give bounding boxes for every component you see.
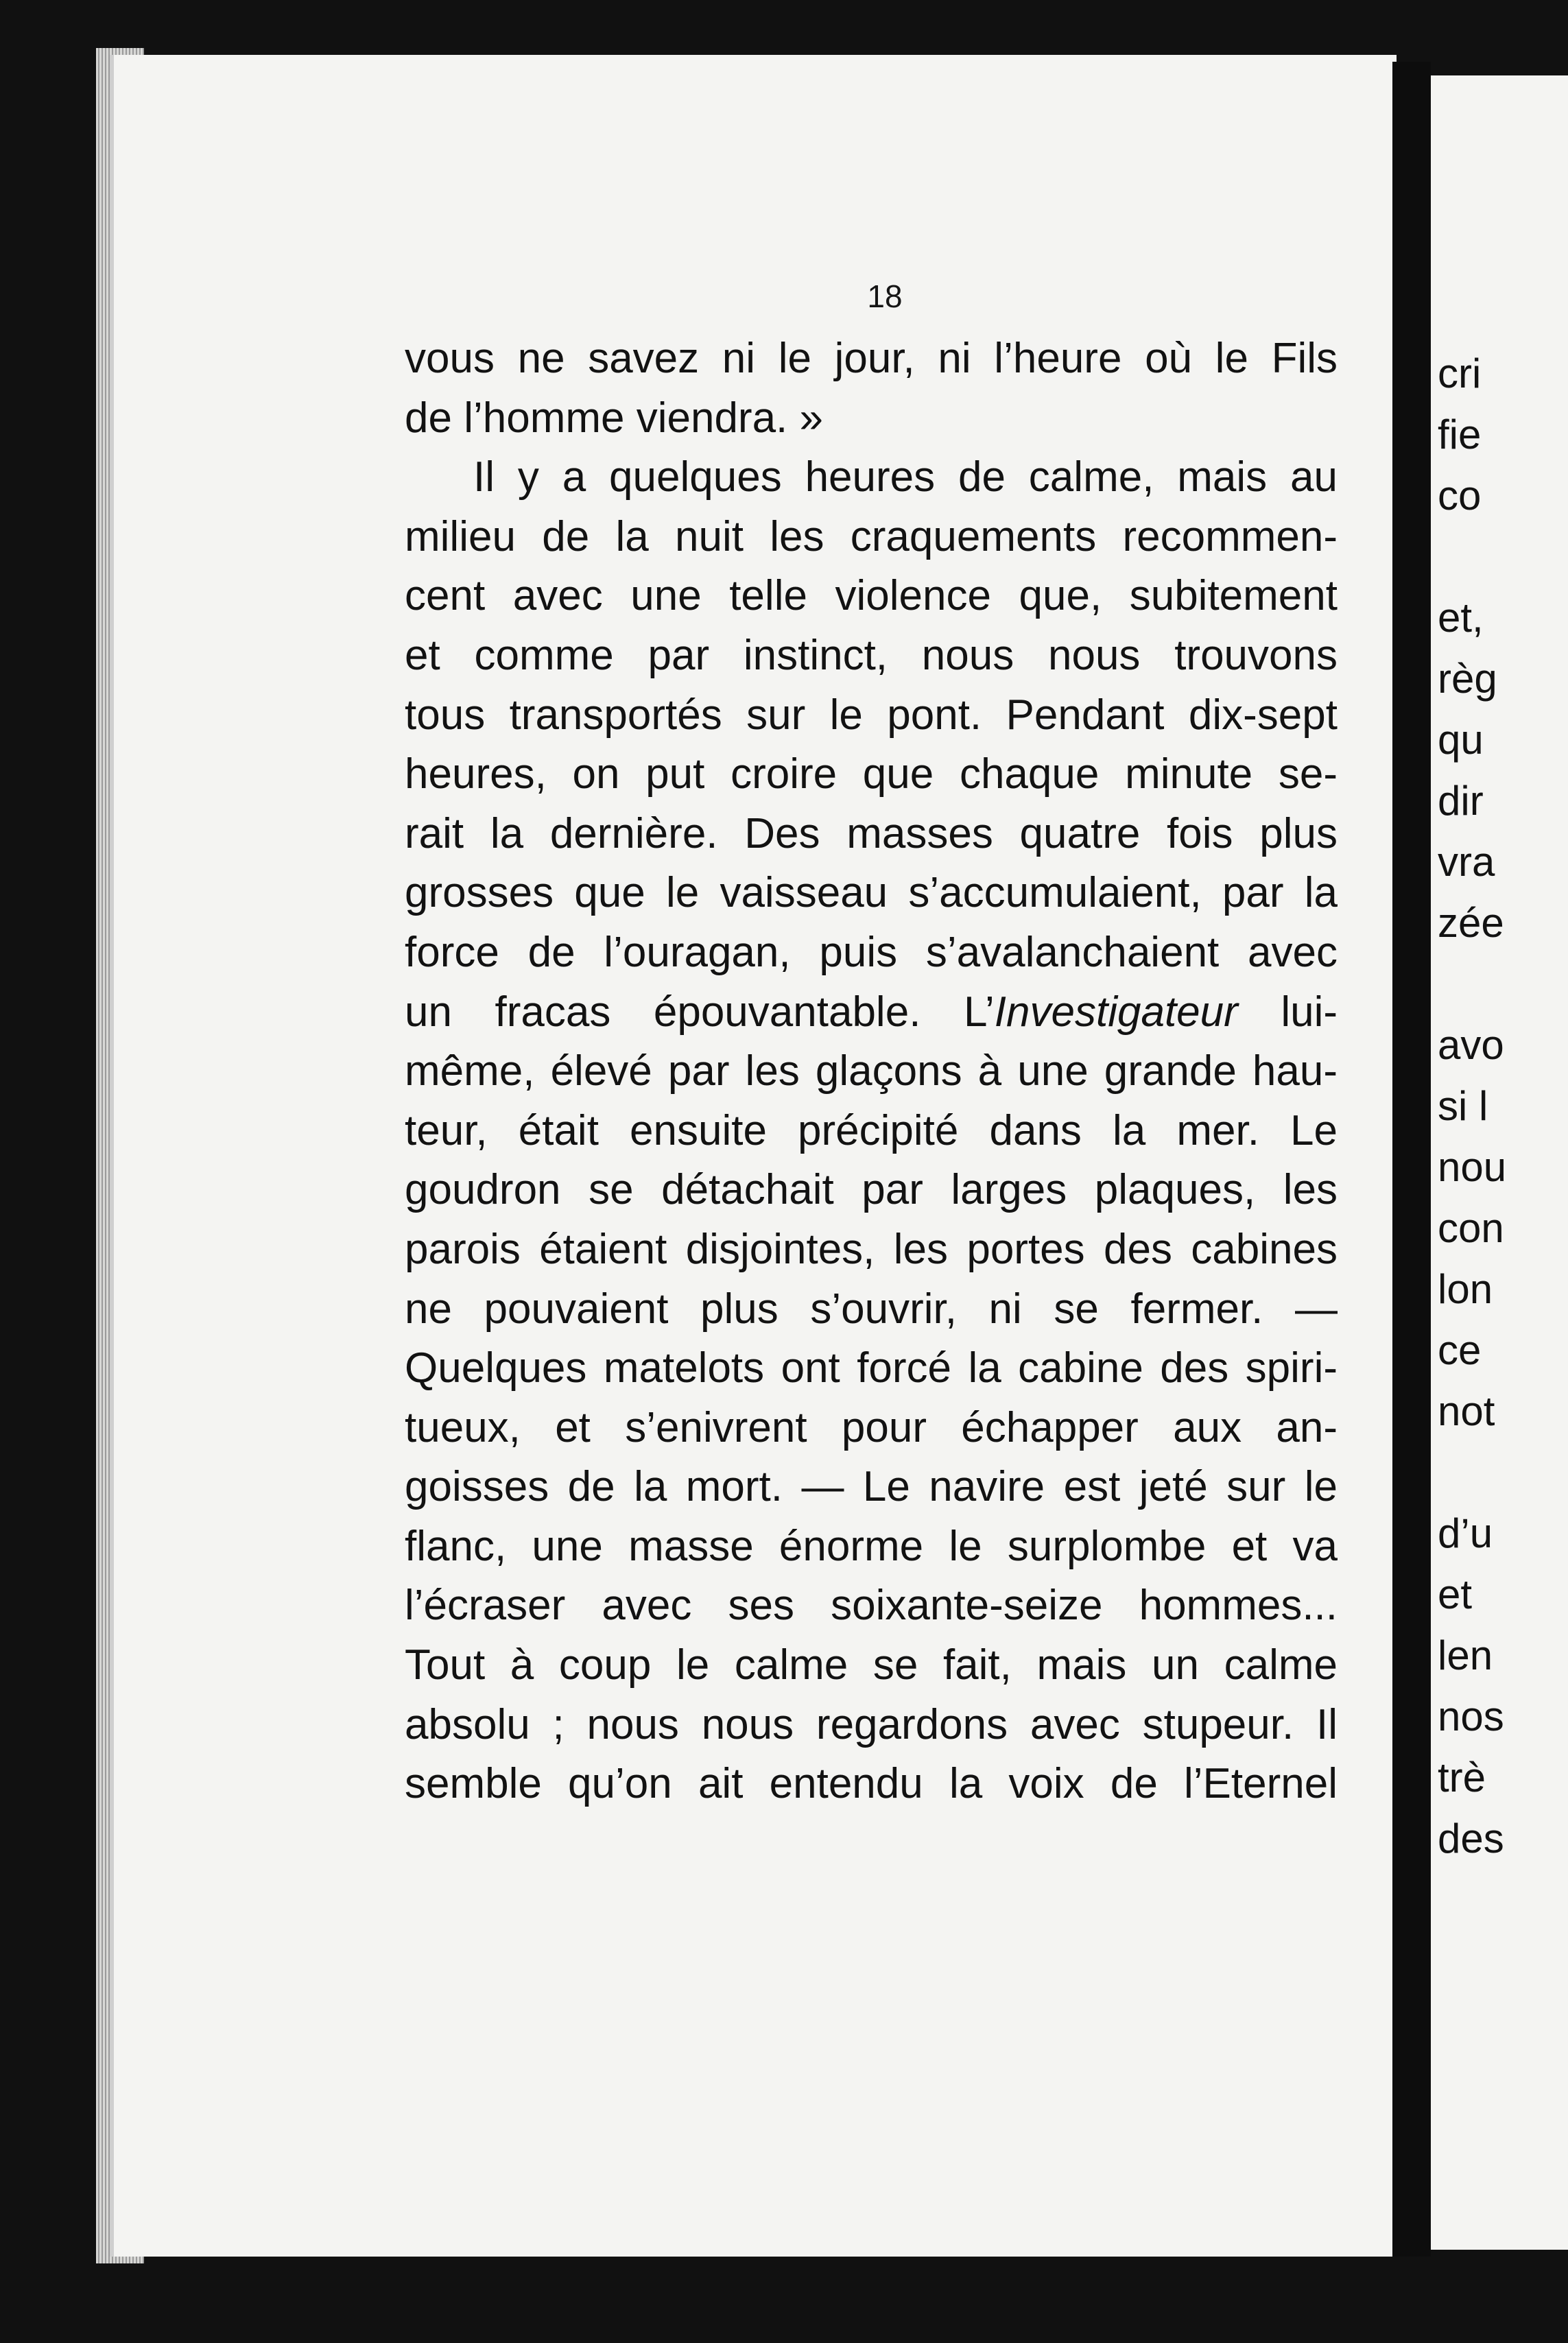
right-page-fragment: d’u (1438, 1510, 1493, 1556)
right-page-fragment: nou (1438, 1144, 1507, 1190)
text-line: rait la dernière. Des masses quatre fois plus (405, 809, 1338, 857)
right-page-fragment (1438, 526, 1568, 587)
text-line: force de l’ouragan, puis s’avalanchaient avec (405, 928, 1338, 976)
text-line: l’écraser avec ses soixante-seize hommes... (405, 1582, 1338, 1630)
right-page-fragment: not (1438, 1388, 1495, 1434)
text-line: ne pouvaient plus s’ouvrir, ni se fermer. — (405, 1285, 1338, 1333)
text-line: Quelques matelots ont forcé la cabine des spiri- (405, 1344, 1338, 1392)
right-page-fragment: si l (1438, 1083, 1488, 1129)
right-page-fragment (1438, 1442, 1568, 1503)
text-line: semble qu’on ait entendu la voix de l’Eternel (405, 1760, 1338, 1808)
right-page-fragment: des (1438, 1816, 1504, 1862)
right-page-fragment: dir (1438, 778, 1484, 824)
text-line: milieu de la nuit les craquements recommen- (405, 512, 1338, 560)
book-gutter (1392, 62, 1431, 2257)
text-line: vous ne savez ni le jour, ni l’heure où le Fils (405, 335, 1338, 382)
text-line: tous transportés sur le pont. Pendant dix-sept (405, 691, 1338, 739)
text-line: et comme par instinct, nous nous trouvons (405, 631, 1338, 679)
right-page-text-fragments (1438, 343, 1568, 1869)
page-body-text (405, 329, 1338, 1814)
right-page-fragment: co (1438, 473, 1482, 519)
text-line: goisses de la mort. — Le navire est jeté sur le (405, 1463, 1338, 1511)
right-page-fragment: vra (1438, 839, 1495, 885)
page-number: 18 (867, 278, 903, 314)
text-line: un fracas épouvantable. L’Investigateur lui- (405, 988, 1338, 1036)
right-page-fragment: et (1438, 1571, 1473, 1617)
right-page-fragment: fie (1438, 412, 1482, 457)
right-page-fragment (1438, 953, 1568, 1014)
text-line: tueux, et s’enivrent pour échapper aux an- (405, 1403, 1338, 1451)
text-line: cent avec une telle violence que, subitement (405, 572, 1338, 620)
ship-name-italic: Investigateur (994, 988, 1238, 1036)
text-line: flanc, une masse énorme le surplombe et va (405, 1522, 1338, 1570)
right-page-fragment: règ (1438, 656, 1497, 702)
text-line: absolu ; nous nous regardons avec stupeur. Il (405, 1700, 1338, 1748)
right-page-fragment: nos (1438, 1693, 1504, 1739)
right-page-fragment: cri (1438, 350, 1482, 396)
text-line: de l’homme viendra. » (405, 394, 823, 442)
right-page-fragment: trè (1438, 1755, 1486, 1800)
text-line: goudron se détachait par larges plaques, les (405, 1166, 1338, 1214)
text-line: grosses que le vaisseau s’accumulaient, par la (405, 869, 1338, 917)
right-page-fragment: lon (1438, 1266, 1493, 1312)
right-page-fragment: con (1438, 1205, 1504, 1251)
right-page-fragment: et, (1438, 595, 1484, 641)
text-line: parois étaient disjointes, les portes des cabines (405, 1225, 1338, 1273)
text-line: heures, on put croire que chaque minute se- (405, 750, 1338, 798)
text-line: Tout à coup le calme se fait, mais un calme (405, 1641, 1338, 1689)
right-page-fragment: zée (1438, 900, 1504, 946)
right-page-fragment: len (1438, 1632, 1493, 1678)
right-page-fragment: avo (1438, 1022, 1504, 1068)
right-page-fragment: qu (1438, 717, 1484, 763)
text-line: teur, était ensuite précipité dans la mer. Le (405, 1106, 1338, 1154)
text-line: même, élevé par les glaçons à une grande hau- (405, 1047, 1338, 1095)
right-page-fragment: ce (1438, 1327, 1482, 1373)
text-line: Il y a quelques heures de calme, mais au (473, 453, 1338, 501)
